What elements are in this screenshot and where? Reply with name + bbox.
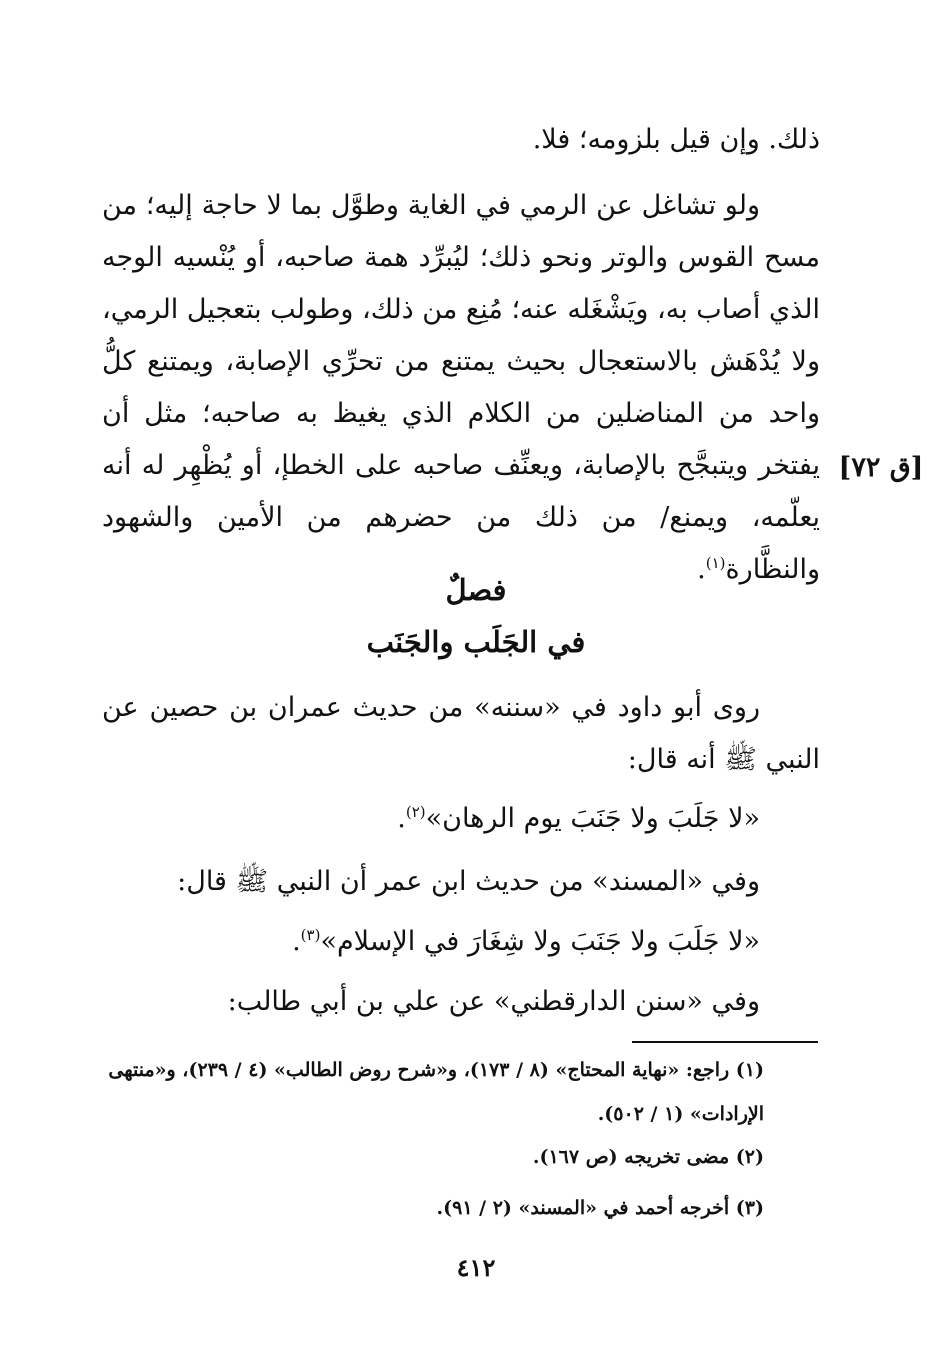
manuscript-folio-note: [ق ٧٢] [838, 452, 924, 483]
paragraph-archery-conduct [102, 180, 820, 596]
hadith-quote-1 [120, 793, 760, 845]
paragraph-text: وفي «سنن الدارقطني» عن علي بن أبي طالب: [227, 986, 760, 1017]
quote-text: «لا جَلَبَ ولا جَنَبَ يوم الرهان» [425, 803, 760, 834]
paragraph-musnad-intro [120, 856, 760, 908]
paragraph-text: ذلك. وإن قيل بلزومه؛ فلا. [532, 124, 820, 155]
hadith-quote-2 [120, 916, 760, 968]
paragraph-daraqutni-intro [120, 976, 760, 1028]
section-heading: فصلٌ [445, 573, 507, 607]
paragraph-text: روى أبو داود في «سننه» من حديث عمران بن حصين عن النبي ﷺ أنه قال: [102, 692, 820, 775]
paragraph-text: ولو تشاغل عن الرمي في الغاية وطوَّل بما لا حاجة إليه؛ من مسح القوس والوتر ونحو ذلك؛ ليُبرِّد همة صاحبه، أو يُنْسيه الوجه الذي أصاب به، ويَشْغَله عنه؛ مُنِع من ذلك، وطولب بتعجيل الرمي، ولا يُدْهَش بالاستعجال بحيث يمتنع من تحرِّي الإصابة، ويمتنع كلُّ واحد من المناضلين من الكلام الذي يغيظ به صاحبه؛ مثل أن يفتخر ويتبجَّح بالإصابة، ويعنِّف صاحبه على الخطإ، أو يُظْهِر له أنه يعلّمه، ويمنع/ من ذلك من حضرهم من الأمين والشهود والنظَّارة [102, 190, 820, 585]
footnote-ref: (٣) [300, 926, 321, 944]
quote-text: «لا جَلَبَ ولا جَنَبَ ولا شِغَارَ في الإسلام» [320, 926, 760, 957]
footnote-ref: (١) [705, 554, 726, 572]
paragraph-hadith-intro [102, 682, 820, 786]
footnote-2: (٢) مضى تخريجه (ص ١٦٧). [532, 1146, 764, 1168]
footnote-3: (٣) أخرجه أحمد في «المسند» (٢ / ٩١). [436, 1197, 764, 1219]
footnote-1: (١) راجع: «نهاية المحتاج» (٨ / ١٧٣)، و«شرح روض الطالب» (٤ / ٢٣٩)، و«منتهى الإرادات» (١ / ٥٠٢). [108, 1059, 764, 1125]
punctuation: . [292, 926, 301, 957]
punctuation: . [397, 803, 406, 834]
footnote-divider [632, 1041, 818, 1043]
section-subheading: في الجَلَب والجَنَب [366, 625, 586, 659]
punctuation: . [697, 554, 706, 585]
paragraph-text: وفي «المسند» من حديث ابن عمر أن النبي ﷺ قال: [177, 866, 760, 897]
footnote-ref: (٢) [405, 803, 426, 821]
paragraph-continuation [102, 114, 820, 166]
page-number: ٤١٢ [456, 1253, 496, 1282]
